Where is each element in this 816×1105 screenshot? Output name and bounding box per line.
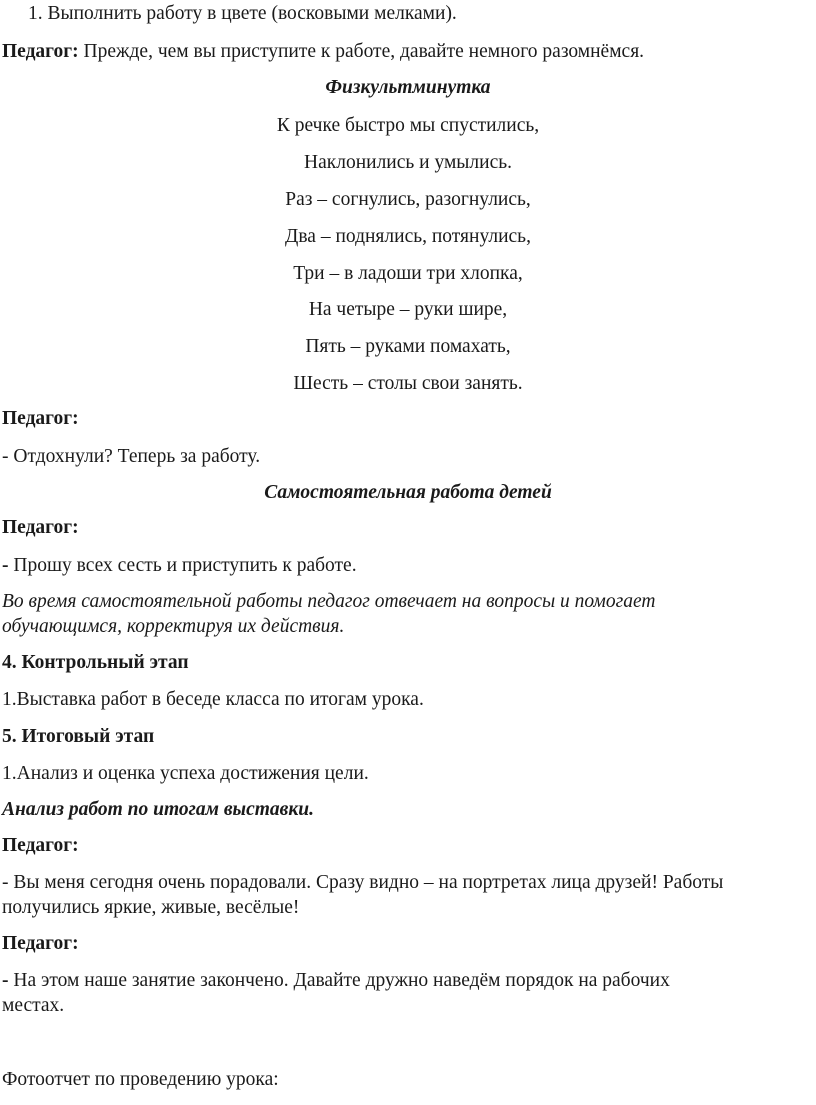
poem-line: Три – в ладоши три хлопка, [293, 263, 523, 284]
poem-line: Пять – руками помахать, [305, 336, 511, 357]
teacher-remark-1 [0, 40, 816, 64]
teacher-label: Педагог: [2, 41, 79, 62]
poem-line: Раз – согнулись, разогнулись, [285, 189, 531, 210]
teacher-remark-line: получились яркие, живые, весёлые! [2, 897, 300, 918]
teacher-remark-text: Прежде, чем вы приступите к работе, давайте немного разомнёмся. [78, 41, 645, 62]
dash: - [2, 555, 9, 576]
teacher-label: Педагог: [2, 933, 79, 954]
italic-note-line: обучающимся, корректируя их действия. [2, 616, 345, 637]
stage-5-item: 1.Анализ и оценка успеха достижения цели. [2, 763, 369, 784]
stage-5-heading: 5. Итоговый этап [2, 726, 155, 747]
teacher-remark-text: На этом наше занятие закончено. Давайте дружно наведём порядок на рабочих [8, 970, 670, 991]
analysis-heading: Анализ работ по итогам выставки. [2, 799, 314, 820]
teacher-remark-5 [0, 969, 816, 993]
poem-line: Два – поднялись, потянулись, [285, 226, 531, 247]
poem-line: Шесть – столы свои занять. [293, 373, 523, 394]
independent-work-heading: Самостоятельная работа детей [264, 482, 552, 503]
teacher-remark-text: Прошу всех сесть и приступить к работе. [8, 555, 357, 576]
poem-line: На четыре – руки шире, [308, 299, 508, 320]
list-item-1: 1. Выполнить работу в цвете (восковыми мелками). [28, 3, 457, 24]
teacher-remark-line: - Вы меня сегодня очень порадовали. Сразу видно – на портретах лица друзей! Работы [2, 872, 724, 893]
teacher-remark-text: - Отдохнули? Теперь за работу. [2, 446, 261, 467]
teacher-label: Педагог: [2, 408, 79, 429]
poem-line: К речке быстро мы спустились, [276, 115, 540, 136]
stage-4-item: 1.Выставка работ в беседе класса по итогам урока. [2, 689, 424, 710]
dash: - [2, 970, 9, 991]
photo-report-caption: Фотоотчет по проведению урока: [2, 1069, 279, 1090]
teacher-remark-line: местах. [2, 995, 65, 1016]
poem-line: Наклонились и умылись. [304, 152, 512, 173]
italic-note-line: Во время самостоятельной работы педагог отвечает на вопросы и помогает [2, 591, 656, 612]
fizminutka-heading: Физкультминутка [325, 77, 491, 98]
teacher-remark-3 [0, 554, 816, 578]
teacher-label: Педагог: [2, 517, 79, 538]
stage-4-heading: 4. Контрольный этап [2, 652, 189, 673]
teacher-label: Педагог: [2, 835, 79, 856]
